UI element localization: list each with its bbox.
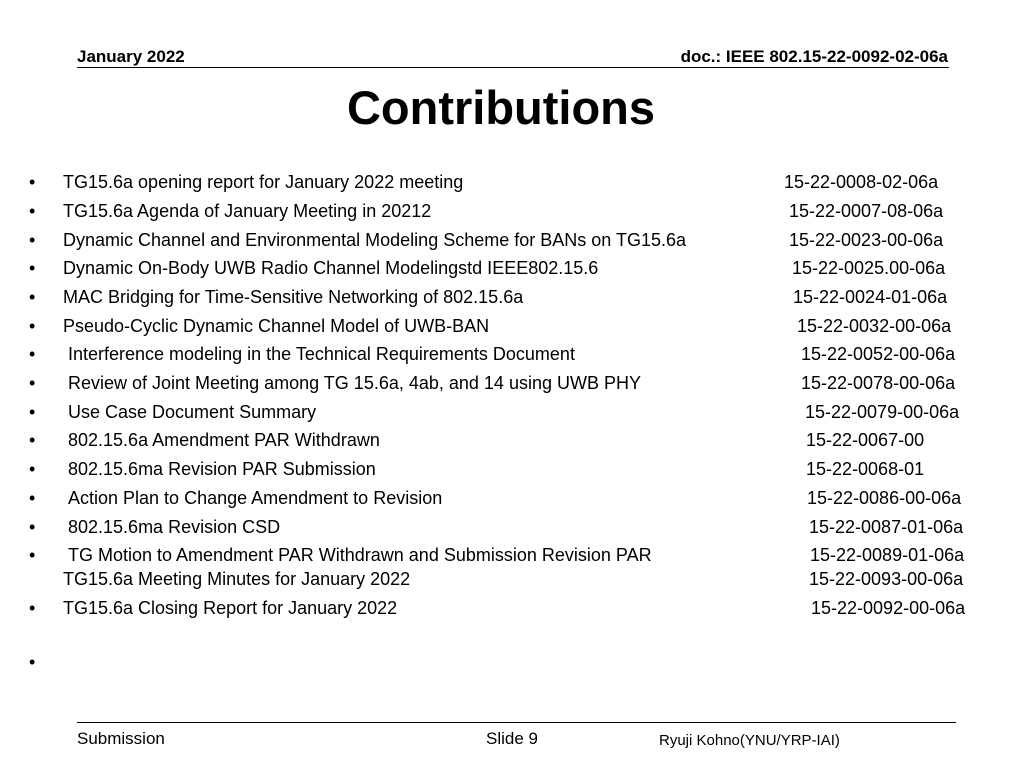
item-doc-number: 15-22-0067-00 [806,430,925,450]
header-date: January 2022 [77,47,185,66]
item-label: TG15.6a opening report for January 2022 meeting [63,172,464,192]
list-item [0,428,1024,452]
item-doc-number: 15-22-0008-02-06a [784,172,939,192]
bullet: • [29,517,36,537]
page-title: Contributions [346,81,656,134]
list-item [0,285,1024,309]
item-label: 802.15.6ma Revision CSD [68,517,281,537]
list-item [0,567,1024,591]
item-label: TG Motion to Amendment PAR Withdrawn and Submission Revision PAR [68,545,652,565]
item-label: 802.15.6ma Revision PAR Submission [68,459,376,479]
bullet: • [29,230,36,250]
item-doc-number: 15-22-0086-00-06a [807,488,962,508]
item-label: MAC Bridging for Time-Sensitive Networking of 802.15.6a [63,287,524,307]
item-label: Dynamic Channel and Environmental Modeling Scheme for BANs on TG15.6a [63,230,686,250]
footer-submission: Submission [77,729,165,748]
list-item [0,486,1024,510]
item-label: TG15.6a Agenda of January Meeting in 20212 [63,201,432,221]
item-label: Review of Joint Meeting among TG 15.6a, 4ab, and 14 using UWB PHY [68,373,641,393]
bullet: • [29,258,36,278]
list-item [0,342,1024,366]
bullet: • [29,287,36,307]
list-item [0,170,1024,194]
list-item [0,457,1024,481]
item-doc-number: 15-22-0052-00-06a [801,344,956,364]
item-label: Use Case Document Summary [68,402,317,422]
item-doc-number: 15-22-0007-08-06a [789,201,944,221]
item-label: 802.15.6a Amendment PAR Withdrawn [68,430,380,450]
list-item-empty [0,650,1024,674]
item-doc-number: 15-22-0068-01 [806,459,925,479]
item-doc-number: 15-22-0079-00-06a [805,402,960,422]
item-doc-number: 15-22-0092-00-06a [811,598,966,618]
item-doc-number: 15-22-0025.00-06a [792,258,946,278]
bullet: • [29,316,36,336]
bullet: • [29,598,36,618]
bullet: • [29,402,36,422]
list-item [0,228,1024,252]
item-doc-number: 15-22-0023-00-06a [789,230,944,250]
header-divider [77,67,949,68]
list-item [0,515,1024,539]
list-item [0,314,1024,338]
bullet: • [29,459,36,479]
bullet: • [29,373,36,393]
item-label: Action Plan to Change Amendment to Revision [68,488,443,508]
item-doc-number: 15-22-0032-00-06a [797,316,952,336]
bullet: • [29,488,36,508]
item-label: TG15.6a Meeting Minutes for January 2022 [63,569,411,589]
item-doc-number: 15-22-0093-00-06a [809,569,964,589]
header-doc-number: doc.: IEEE 802.15-22-0092-02-06a [680,47,948,66]
item-label: Interference modeling in the Technical Requirements Document [68,344,575,364]
item-doc-number: 15-22-0024-01-06a [793,287,948,307]
item-label: Dynamic On-Body UWB Radio Channel Modelingstd IEEE802.15.6 [63,258,599,278]
bullet: • [29,652,36,672]
list-item [0,199,1024,223]
item-doc-number: 15-22-0087-01-06a [809,517,964,537]
item-doc-number: 15-22-0078-00-06a [801,373,956,393]
footer-author: Ryuji Kohno(YNU/YRP-IAI) [659,732,840,749]
list-item [0,543,1024,567]
footer-divider [77,722,956,723]
list-item [0,400,1024,424]
bullet: • [29,201,36,221]
item-label: Pseudo-Cyclic Dynamic Channel Model of UWB-BAN [63,316,490,336]
list-item [0,596,1024,620]
footer-slide-number: Slide 9 [486,729,538,748]
list-item [0,371,1024,395]
bullet: • [29,430,36,450]
bullet: • [29,344,36,364]
item-doc-number: 15-22-0089-01-06a [810,545,965,565]
list-item [0,256,1024,280]
bullet: • [29,172,36,192]
item-label: TG15.6a Closing Report for January 2022 [63,598,398,618]
bullet: • [29,545,36,565]
